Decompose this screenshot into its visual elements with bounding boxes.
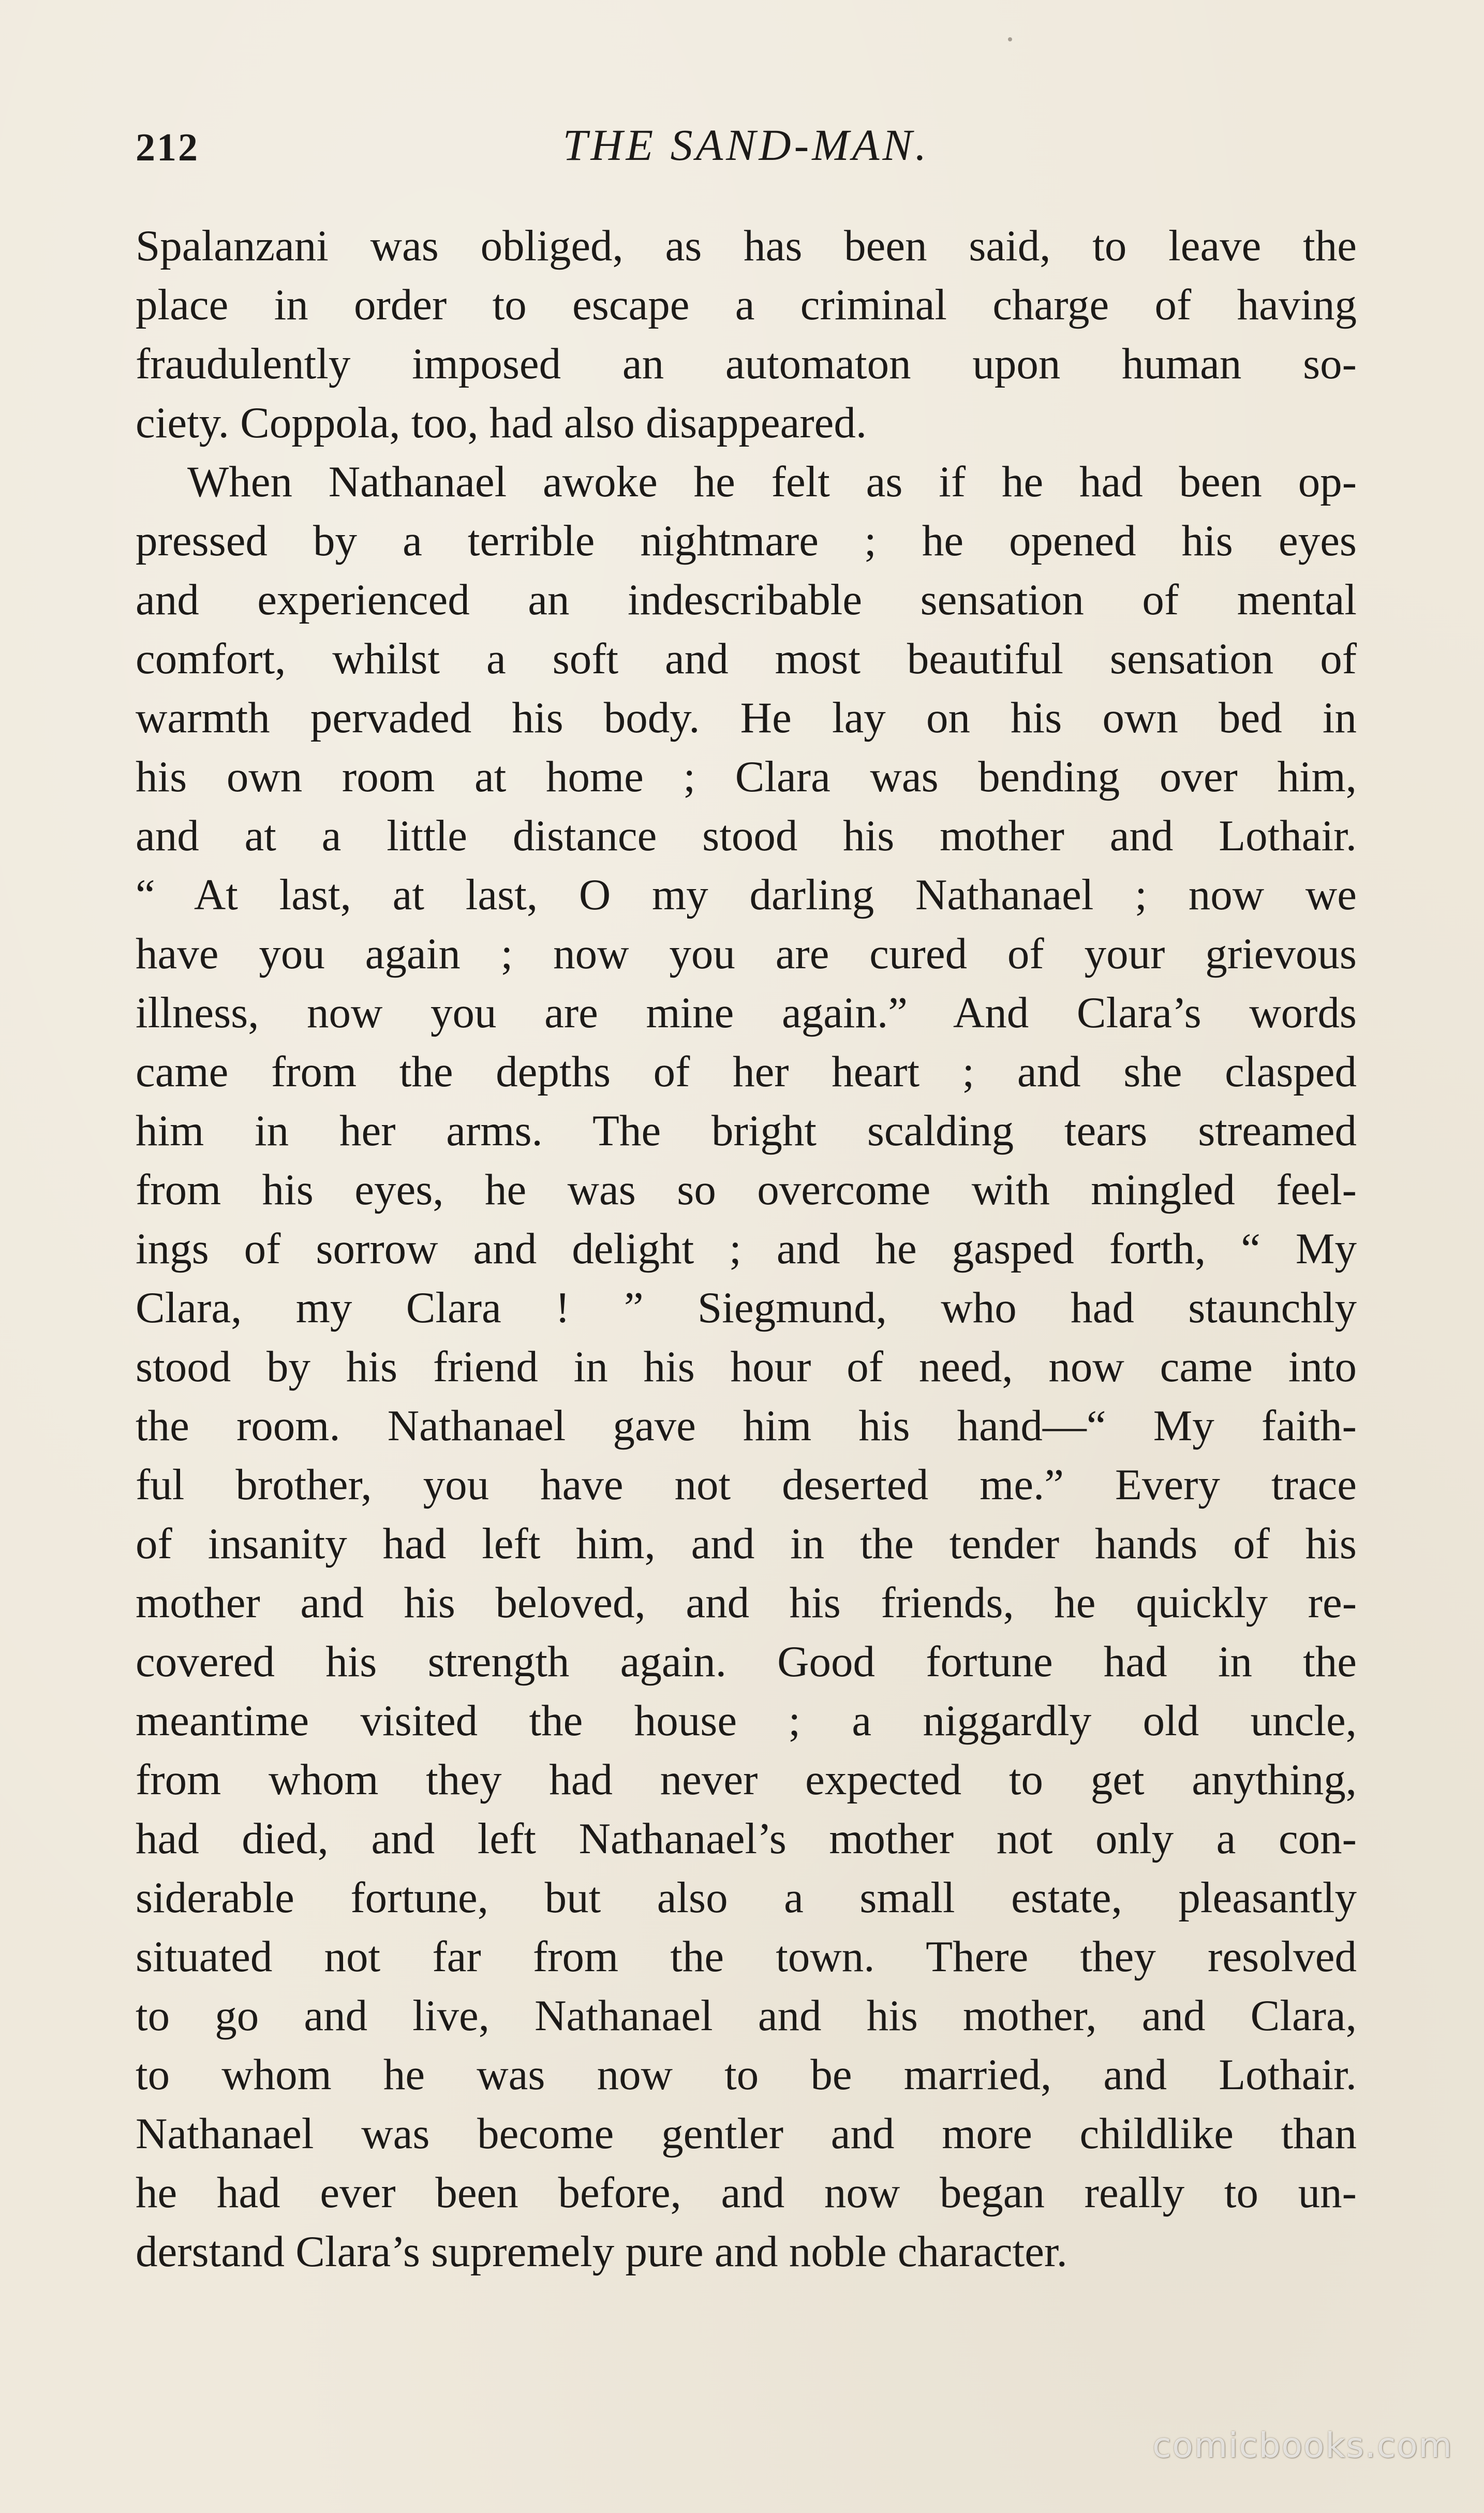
text-line: illness, now you are mine again.” And Clara’s words bbox=[136, 988, 1357, 1037]
text-line: warmth pervaded his body. He lay on his own bed in bbox=[136, 693, 1357, 742]
text-line: comfort, whilst a soft and most beautiful sensation of bbox=[136, 634, 1357, 683]
text-line: had died, and left Nathanael’s mother not only a con- bbox=[136, 1814, 1357, 1863]
text-line: fraudulently imposed an automaton upon human so- bbox=[136, 339, 1357, 388]
text-line: meantime visited the house ; a niggardly old uncle, bbox=[136, 1696, 1357, 1745]
text-line: mother and his beloved, and his friends, he quickly re- bbox=[136, 1578, 1357, 1627]
text-line: came from the depths of her heart ; and she clasped bbox=[136, 1047, 1357, 1096]
text-line: he had ever been before, and now began really to un- bbox=[136, 2168, 1357, 2217]
watermark: comicbooks.com bbox=[1152, 2426, 1453, 2465]
text-line: of insanity had left him, and in the tender hands of his bbox=[136, 1519, 1357, 1568]
text-line: ings of sorrow and delight ; and he gasped forth, “ My bbox=[136, 1224, 1357, 1273]
text-line: ciety. Coppola, too, had also disappeared. bbox=[136, 398, 867, 447]
text-line: When Nathanael awoke he felt as if he had been op- bbox=[187, 457, 1357, 506]
paper-speck bbox=[1008, 37, 1012, 41]
text-line: the room. Nathanael gave him his hand—“ My faith- bbox=[136, 1401, 1357, 1450]
text-line: derstand Clara’s supremely pure and noble character. bbox=[136, 2227, 1067, 2276]
text-line: pressed by a terrible nightmare ; he opened his eyes bbox=[136, 516, 1357, 565]
text-line: from whom they had never expected to get anything, bbox=[136, 1755, 1357, 1804]
text-line: have you again ; now you are cured of your grievous bbox=[136, 929, 1357, 978]
text-line: Clara, my Clara ! ” Siegmund, who had staunchly bbox=[136, 1283, 1357, 1332]
running-title: THE SAND-MAN. bbox=[562, 120, 930, 170]
text-line: and at a little distance stood his mother and Lothair. bbox=[136, 811, 1357, 860]
text-line: ful brother, you have not deserted me.” Every trace bbox=[136, 1460, 1357, 1509]
text-line: stood by his friend in his hour of need, now came into bbox=[136, 1342, 1357, 1391]
text-line: siderable fortune, but also a small estate, pleasantly bbox=[136, 1873, 1357, 1922]
text-line: situated not far from the town. There they resolved bbox=[136, 1932, 1357, 1981]
text-line: place in order to escape a criminal charge of having bbox=[136, 280, 1357, 329]
body-text bbox=[136, 216, 1357, 2281]
text-line: his own room at home ; Clara was bending over him, bbox=[136, 752, 1357, 801]
text-line: from his eyes, he was so overcome with mingled feel- bbox=[136, 1165, 1357, 1214]
text-line: Nathanael was become gentler and more childlike than bbox=[136, 2109, 1357, 2158]
page-number: 212 bbox=[136, 126, 199, 169]
text-line: covered his strength again. Good fortune had in the bbox=[136, 1637, 1357, 1686]
text-line: him in her arms. The bright scalding tears streamed bbox=[136, 1106, 1357, 1155]
page-header bbox=[136, 119, 1357, 176]
text-line: to go and live, Nathanael and his mother, and Clara, bbox=[136, 1991, 1357, 2040]
text-line: “ At last, at last, O my darling Nathanael ; now we bbox=[136, 870, 1357, 919]
text-line: to whom he was now to be married, and Lothair. bbox=[136, 2050, 1357, 2099]
text-line: Spalanzani was obliged, as has been said, to leave the bbox=[136, 221, 1357, 270]
text-line: and experienced an indescribable sensation of mental bbox=[136, 575, 1357, 624]
